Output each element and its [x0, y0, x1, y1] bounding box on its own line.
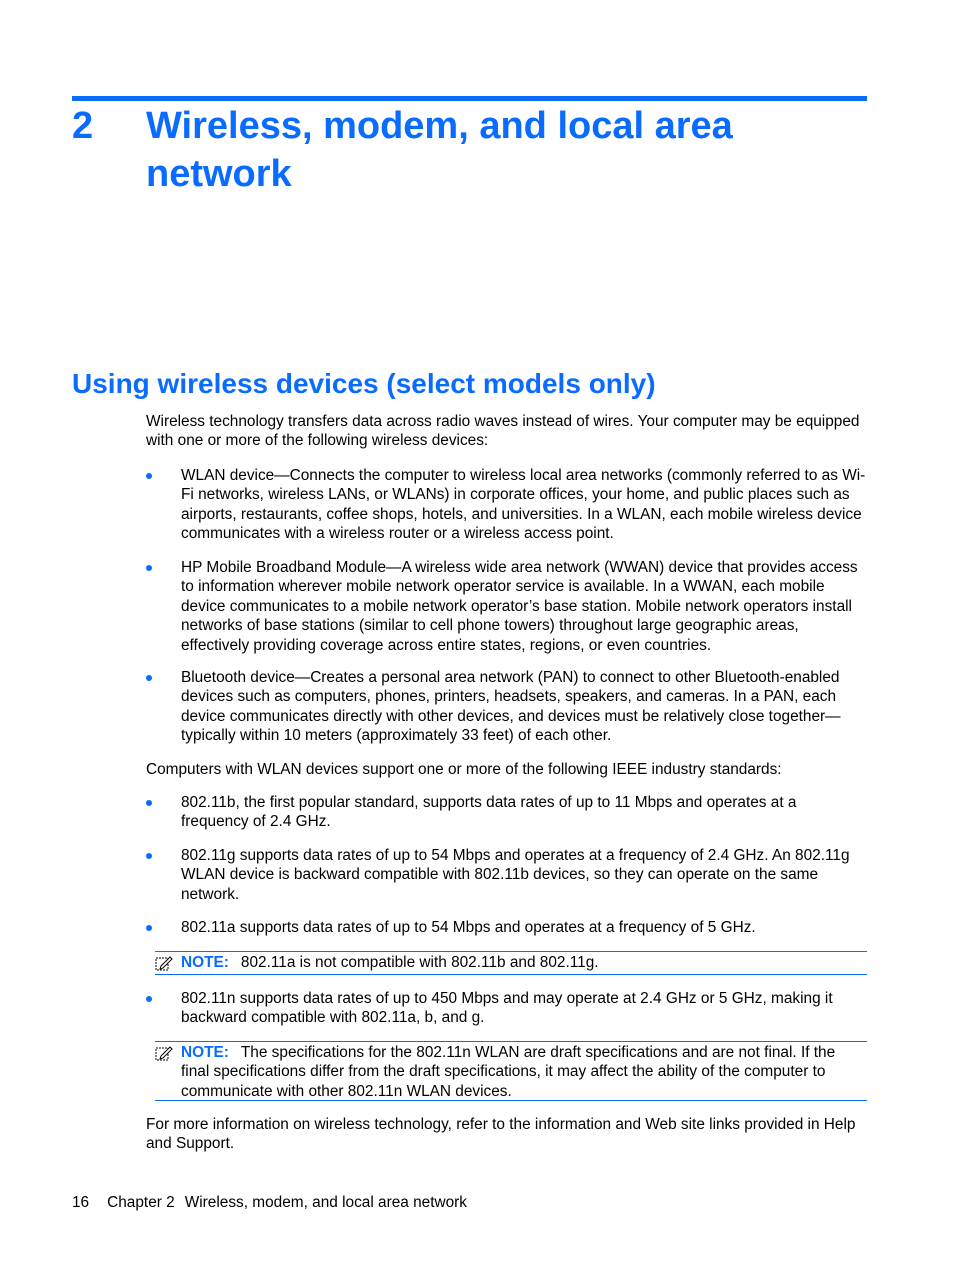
standards-intro: Computers with WLAN devices support one or more of the following IEEE industry standards:: [146, 761, 782, 778]
note-content: [181, 953, 867, 972]
bullet-dot-icon: [146, 565, 152, 571]
chapter-number: 2: [72, 105, 94, 147]
note-label: NOTE:: [181, 1044, 229, 1061]
page-number: 16: [72, 1194, 90, 1211]
bullet-dot-icon: [146, 675, 152, 681]
list-item-text: 802.11n supports data rates of up to 450 Mbps and may operate at 2.4 GHz or 5 GHz, making it backward compatible with 802.11a, b, and g.: [181, 990, 833, 1027]
closing-paragraph: For more information on wireless technology, refer to the information and Web site links provided in Help and Support.: [146, 1116, 856, 1153]
note-pencil-icon: [155, 1045, 173, 1061]
note-text: 802.11a is not compatible with 802.11b and 802.11g.: [240, 954, 599, 971]
list-item-text: WLAN device—Connects the computer to wireless local area networks (commonly referred to as Wi-Fi networks, wireless LANs, or WLANs) in corporate offices, your home, and public places such as airports, restaurants, coffee shops, hotels, and universities. In a WLAN, each mobile wireless device communicates with a wireless router or a wireless access point.: [181, 467, 866, 543]
bullet-dot-icon: [146, 925, 152, 931]
footer-chapter-title: Wireless, modem, and local area network: [184, 1194, 467, 1211]
bullet-dot-icon: [146, 473, 152, 479]
note-label: NOTE:: [181, 954, 229, 971]
note-box: [155, 951, 867, 975]
note-box: [155, 1041, 867, 1101]
chapter-title: Wireless, modem, and local area network: [146, 105, 733, 195]
page-footer: [72, 1193, 467, 1212]
list-item-text: HP Mobile Broadband Module—A wireless wide area network (WWAN) device that provides access to information wherever mobile network operator service is available. In a WWAN, each mobile device communicates to a mobile network operator’s base station. Mobile network operators install networks of base stations (similar to cell phone towers) throughout large geographic areas, effectively providing coverage across entire states, regions, or even countries.: [181, 559, 858, 654]
list-item-text: 802.11a supports data rates of up to 54 Mbps and operates at a frequency of 5 GHz.: [181, 919, 756, 936]
footer-chapter-label: Chapter 2: [107, 1194, 175, 1211]
note-text: The specifications for the 802.11n WLAN are draft specifications and are not final. If the final specifications differ from the draft specifications, it may affect the ability of the computer to communicate with other 802.11n WLAN devices.: [181, 1044, 836, 1100]
note-content: [181, 1043, 867, 1101]
note-pencil-icon: [155, 955, 173, 971]
list-item-text: Bluetooth device—Creates a personal area network (PAN) to connect to other Bluetooth-enabled devices such as computers, phones, printers, headsets, speakers, and cameras. In a PAN, each device communicates directly with other devices, and devices must be relatively close together—typically within 10 meters (approximately 33 feet) of each other.: [181, 669, 841, 745]
list-item-text: 802.11g supports data rates of up to 54 Mbps and operates at a frequency of 2.4 GHz. An 802.11g WLAN device is backward compatible with 802.11b devices, so they can operate on the same network.: [181, 847, 850, 903]
intro-paragraph: Wireless technology transfers data across radio waves instead of wires. Your computer may be equipped with one or more of the following wireless devices:: [146, 413, 860, 450]
section-title: Using wireless devices (select models only): [72, 368, 656, 399]
chapter-rule: [72, 96, 867, 101]
list-item-text: 802.11b, the first popular standard, supports data rates of up to 11 Mbps and operates at a frequency of 2.4 GHz.: [181, 794, 797, 831]
bullet-dot-icon: [146, 996, 152, 1002]
bullet-dot-icon: [146, 800, 152, 806]
bullet-dot-icon: [146, 853, 152, 859]
